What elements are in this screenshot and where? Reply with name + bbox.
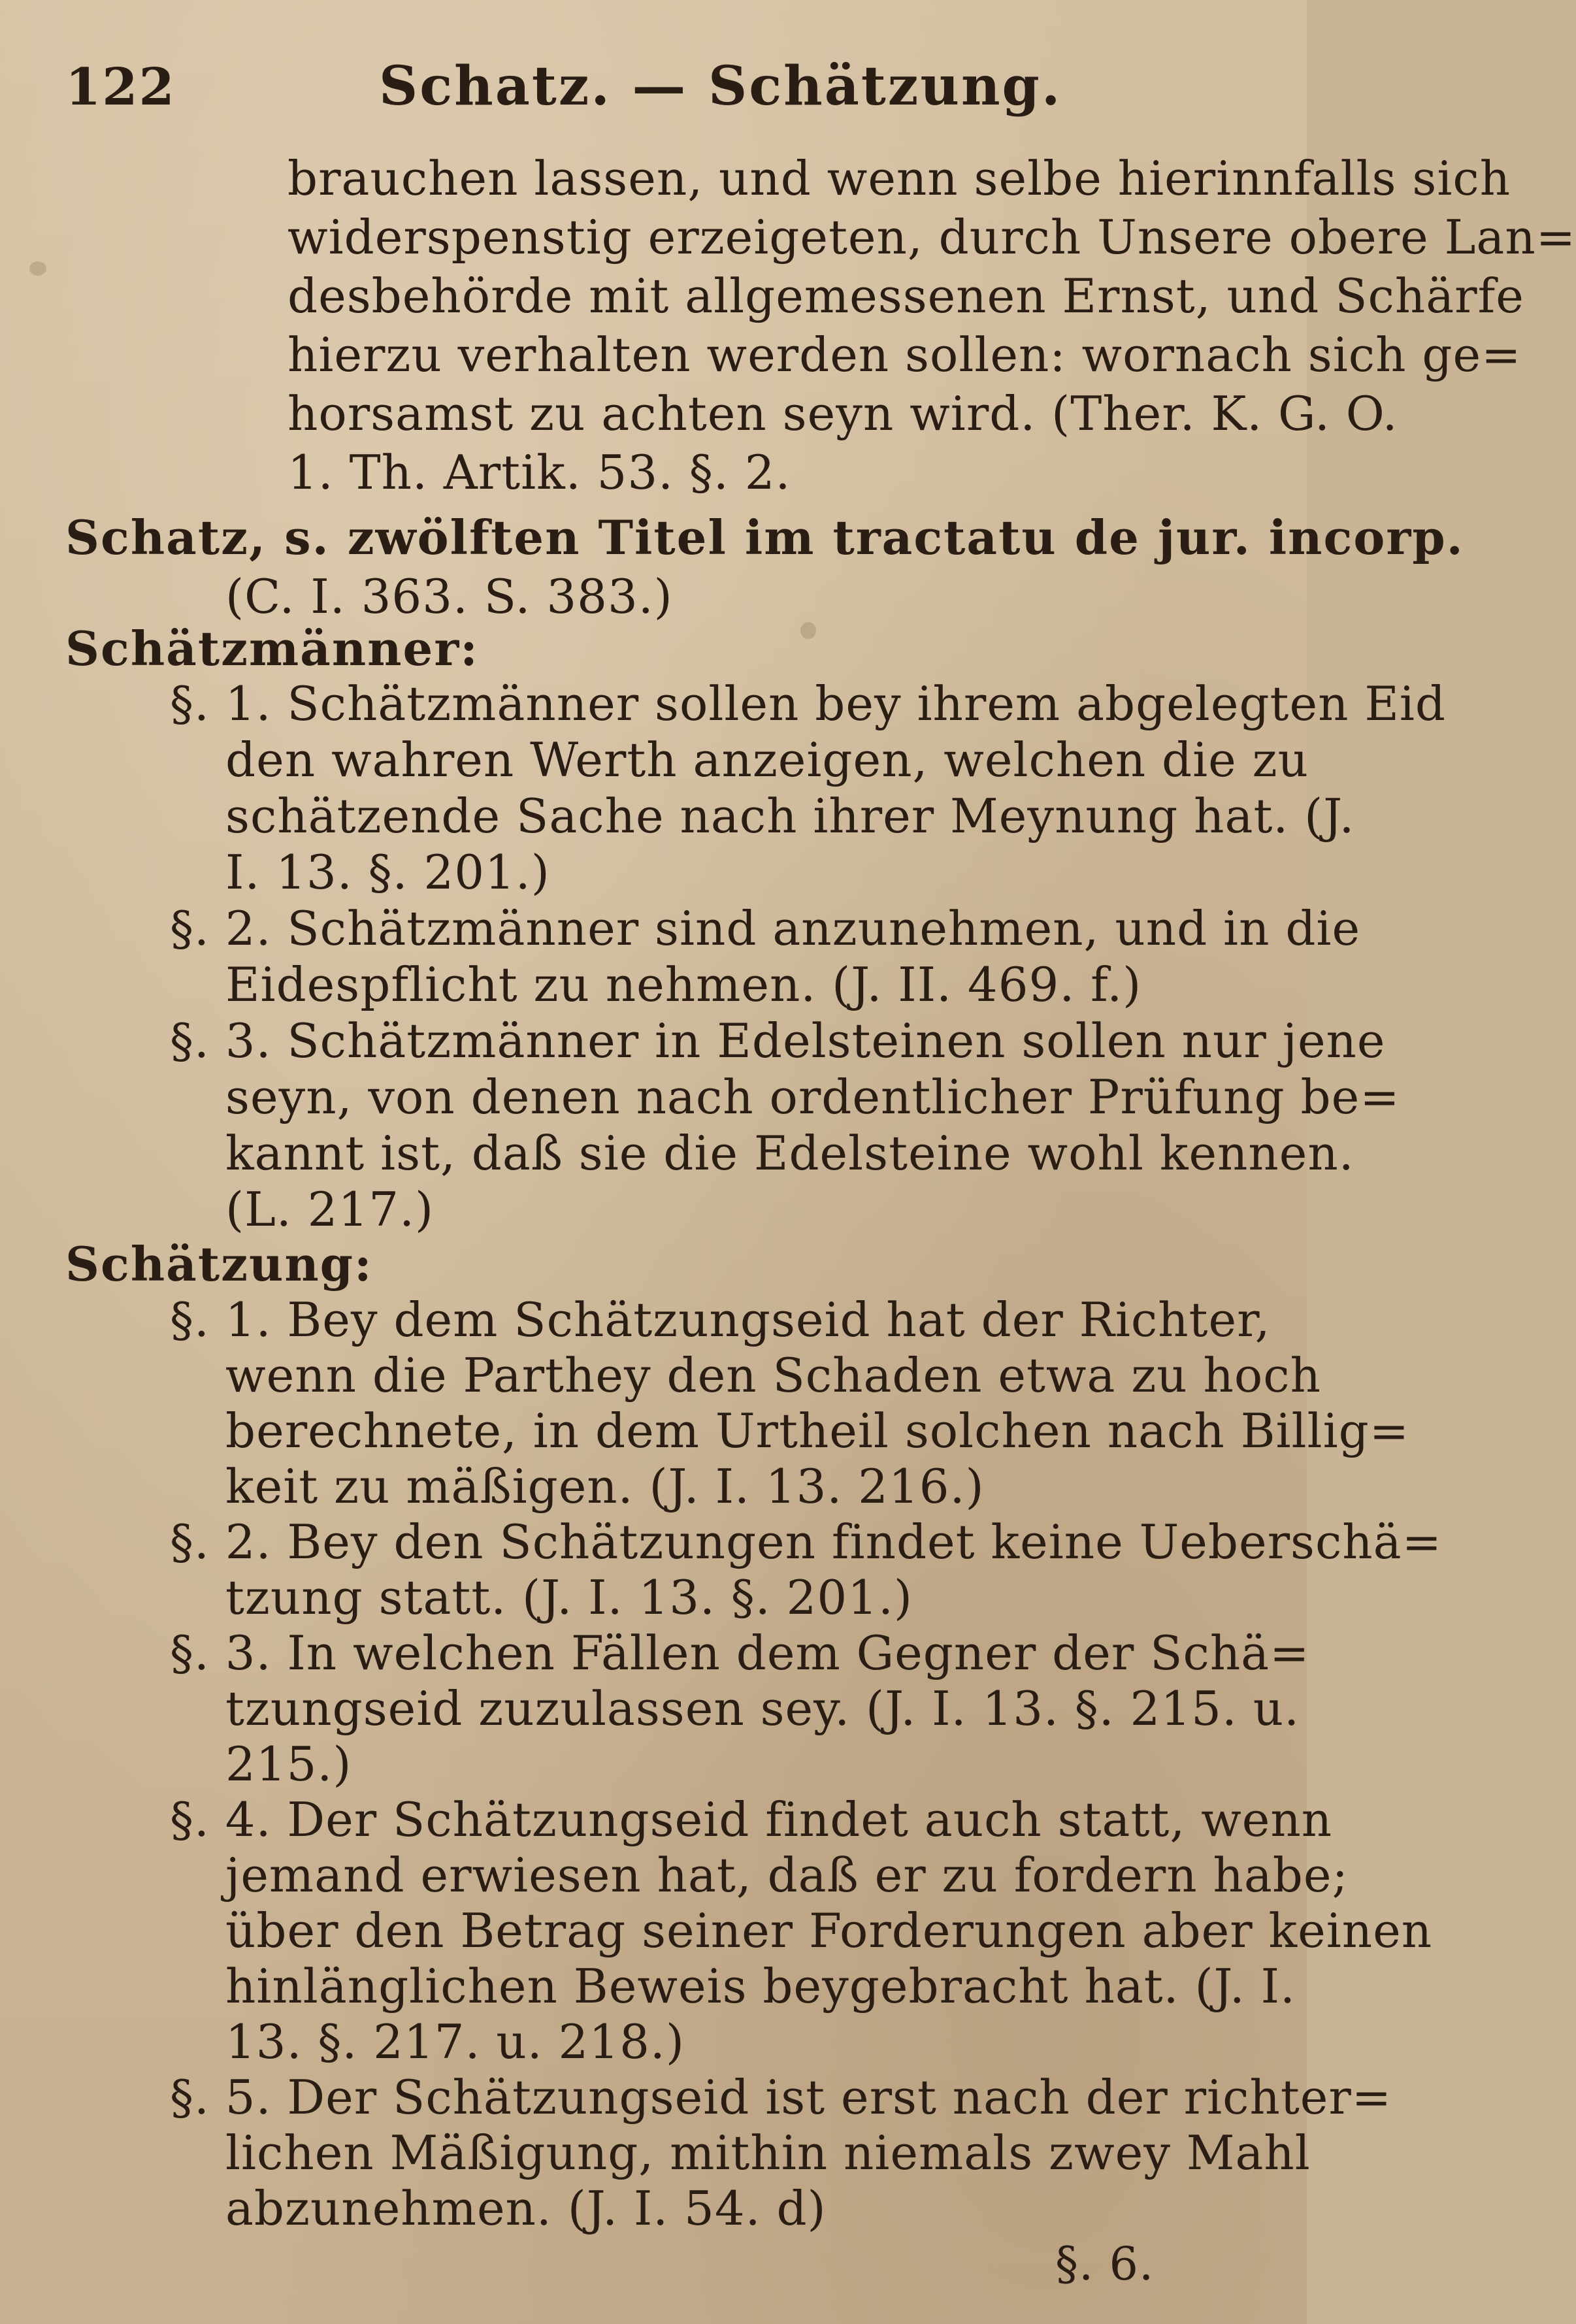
page-number: 122 (65, 57, 176, 117)
ink-stain (800, 622, 816, 639)
paragraph-line: Eidespflicht zu nehmen. (J. II. 469. f.) (225, 957, 1142, 1012)
paragraph-line: §. 3. In welchen Fällen dem Gegner der Schä= (170, 1626, 1310, 1680)
paragraph-line: abzunehmen. (J. I. 54. d) (225, 2181, 827, 2236)
catchword: §. 6. (1055, 2237, 1155, 2291)
paragraph-line: (L. 217.) (225, 1182, 435, 1237)
paragraph-line: §. 4. Der Schätzungseid findet auch statt, wenn (170, 1792, 1333, 1847)
running-head: Schatz. — Schätzung. (379, 55, 1062, 118)
paragraph-line: lichen Mäßigung, mithin niemals zwey Mahl (225, 2125, 1311, 2180)
text-line: hierzu verhalten werden sollen: wornach sich ge= (287, 327, 1522, 382)
page-header (65, 57, 1176, 129)
paragraph-line: tzungseid zuzulassen sey. (J. I. 13. §. 215. u. (225, 1681, 1300, 1736)
paragraph-line: über den Betrag seiner Forderungen aber keinen (225, 1903, 1433, 1958)
paragraph-line: wenn die Parthey den Schaden etwa zu hoch (225, 1348, 1321, 1403)
text-line: widerspenstig erzeigeten, durch Unsere obere Lan= (287, 210, 1576, 265)
entry-heading: Schätzmänner: (65, 621, 479, 676)
paragraph-line: I. 13. §. 201.) (225, 845, 550, 900)
paragraph-line: jemand erwiesen hat, daß er zu fordern habe; (225, 1848, 1349, 1903)
paragraph-line: §. 1. Schätzmänner sollen bey ihrem abgelegten Eid (170, 676, 1447, 731)
paragraph-line: §. 2. Schätzmänner sind anzunehmen, und in die (170, 901, 1361, 956)
paragraph-line: schätzende Sache nach ihrer Meynung hat. (J. (225, 789, 1355, 843)
text-line: brauchen lassen, und wenn selbe hierinnfalls sich (287, 151, 1511, 206)
text-line: 1. Th. Artik. 53. §. 2. (287, 445, 791, 500)
paragraph-line: berechnete, in dem Urtheil solchen nach Billig= (225, 1403, 1410, 1458)
paragraph-line: seyn, von denen nach ordentlicher Prüfung be= (225, 1070, 1400, 1124)
ink-stain (29, 261, 46, 276)
entry-heading: Schätzung: (65, 1236, 373, 1292)
paragraph-line: 215.) (225, 1737, 352, 1792)
paragraph-line: §. 5. Der Schätzungseid ist erst nach der richter= (170, 2070, 1392, 2125)
paragraph-line: den wahren Werth anzeigen, welchen die zu (225, 732, 1309, 787)
paragraph-line: kannt ist, daß sie die Edelsteine wohl kennen. (225, 1126, 1354, 1181)
paragraph-line: hinlänglichen Beweis beygebracht hat. (J. I. (225, 1959, 1296, 2014)
paragraph-line: 13. §. 217. u. 218.) (225, 2014, 685, 2069)
entry-heading: Schatz, s. zwölften Titel im tractatu de jur. incorp. (65, 510, 1464, 565)
text-line: (C. I. 363. S. 383.) (225, 569, 673, 624)
paragraph-line: tzung statt. (J. I. 13. §. 201.) (225, 1570, 913, 1625)
paragraph-line: §. 2. Bey den Schätzungen findet keine Ueberschä= (170, 1514, 1442, 1569)
text-line: desbehörde mit allgemessenen Ernst, und Schärfe (287, 269, 1524, 323)
text-line: horsamst zu achten seyn wird. (Ther. K. G. O. (287, 386, 1398, 441)
paragraph-line: §. 1. Bey dem Schätzungseid hat der Richter, (170, 1292, 1271, 1347)
paragraph-line: keit zu mäßigen. (J. I. 13. 216.) (225, 1459, 985, 1514)
paragraph-line: §. 3. Schätzmänner in Edelsteinen sollen nur jene (170, 1013, 1386, 1068)
